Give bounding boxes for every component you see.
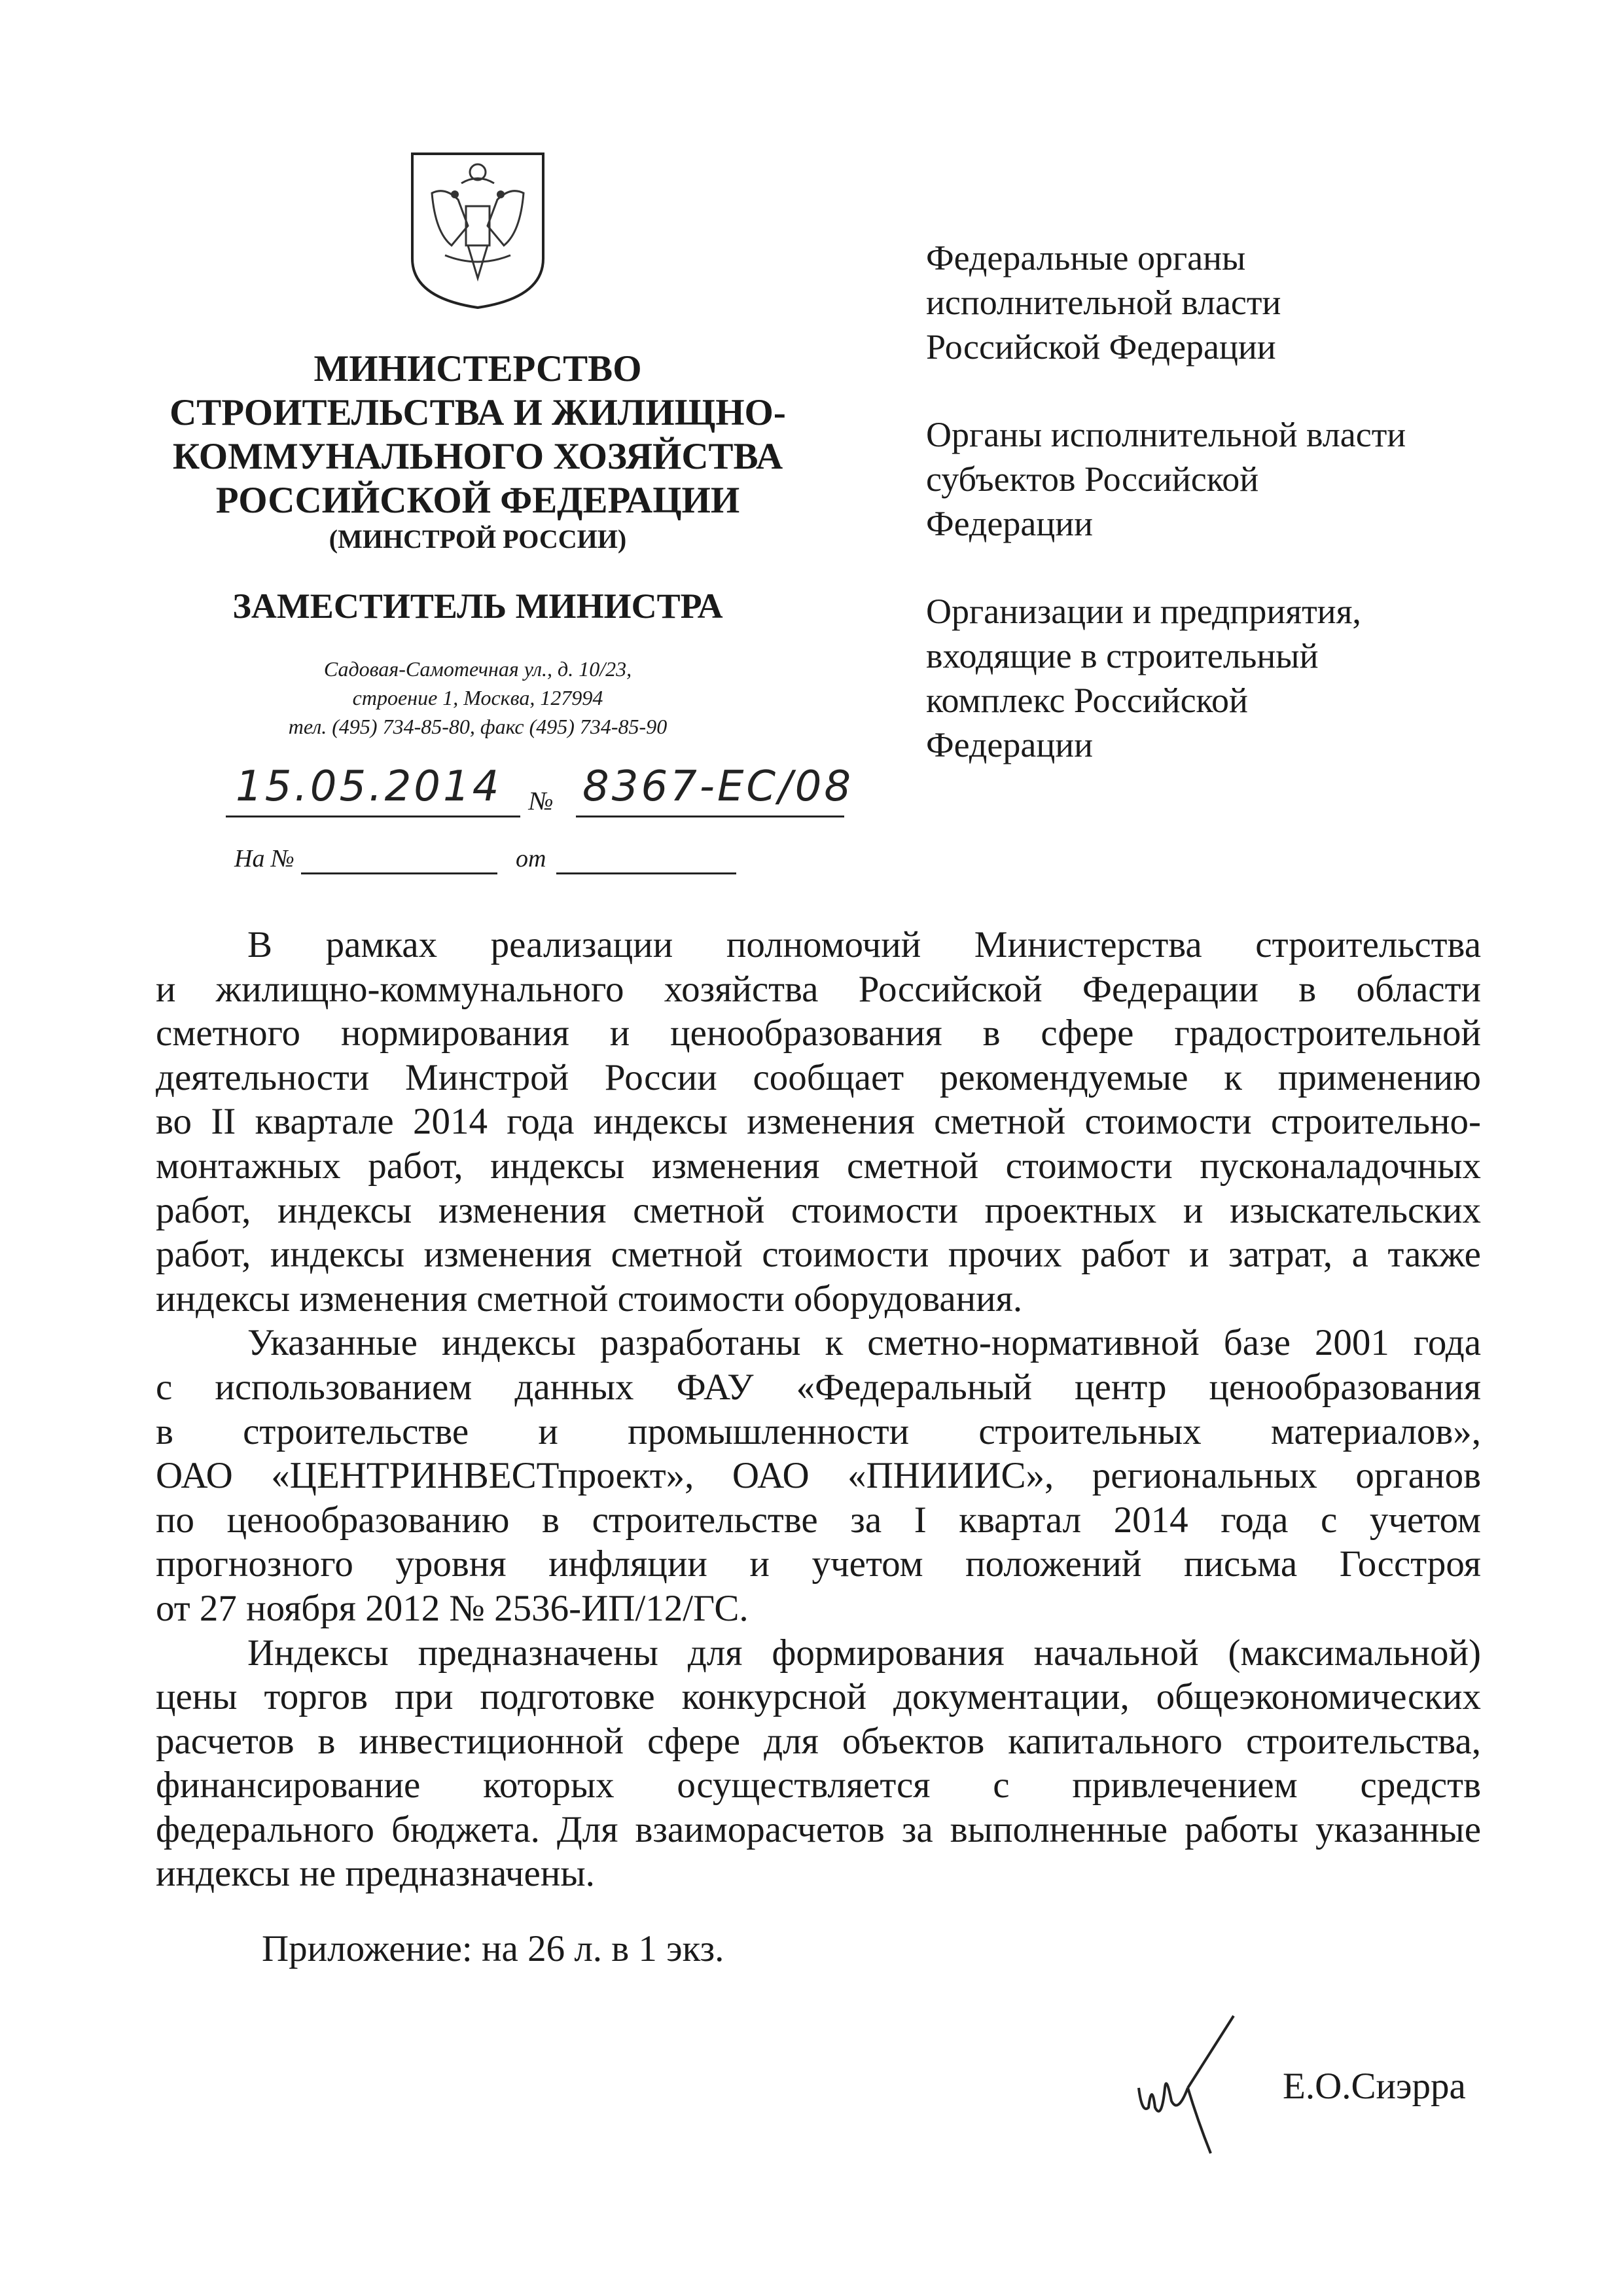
address-line: тел. (495) 734-85-80, факс (495) 734-85-90 xyxy=(288,715,668,738)
body-line: и жилищно-коммунального хозяйства Российской Федерации в области xyxy=(156,968,1481,1010)
addressee-line: Федерации xyxy=(926,504,1094,543)
org-name-line: КОММУНАЛЬНОГО ХОЗЯЙСТВА xyxy=(172,436,783,477)
body-line: от 27 ноября 2012 № 2536-ИП/12/ГС. xyxy=(156,1587,749,1629)
org-name xyxy=(157,347,798,522)
addressee xyxy=(926,412,1515,546)
signatory-role: ЗАМЕСТИТЕЛЬ МИНИСТРА xyxy=(232,586,723,626)
addressee-line: Федерации xyxy=(926,725,1094,764)
body-line: Указанные индексы разработаны к сметно-нормативной базе 2001 года xyxy=(247,1322,1481,1364)
body-line: ОАО «ЦЕНТРИНВЕСТпроект», ОАО «ПНИИИС», региональных органов xyxy=(156,1455,1481,1497)
reference-from-underline xyxy=(556,872,736,874)
body-line: расчетов в инвестиционной сфере для объектов капитального строительства, xyxy=(156,1720,1481,1762)
org-short-name: (МИНСТРОЙ РОССИИ) xyxy=(329,524,627,554)
body-line: прогнозного уровня инфляции и учетом положений письма Госстроя xyxy=(156,1543,1481,1585)
document-number: 8367-ЕС/08 xyxy=(582,762,854,811)
body-line: Индексы предназначены для формирования начальной (максимальной) xyxy=(247,1632,1481,1674)
body-line: в строительстве и промышленности строительных материалов», xyxy=(156,1410,1481,1452)
addressee-line: комплекс Российской xyxy=(926,681,1248,720)
body-line: монтажных работ, индексы изменения сметной стоимости пусконаладочных xyxy=(156,1145,1481,1187)
addressee-line: субъектов Российской xyxy=(926,459,1259,499)
number-sign: № xyxy=(529,786,554,816)
addressee-line: исполнительной власти xyxy=(926,283,1281,322)
addressee-line: Организации и предприятия, xyxy=(926,592,1361,631)
coat-of-arms-emblem xyxy=(406,147,550,311)
org-name-line: СТРОИТЕЛЬСТВА И ЖИЛИЩНО- xyxy=(169,392,786,433)
reference-from-label: от xyxy=(516,845,546,872)
body-line: сметного нормирования и ценообразования в сфере градостроительной xyxy=(156,1013,1481,1054)
reference-label: На № xyxy=(234,845,294,872)
body-paragraph xyxy=(156,1321,1481,1630)
body-line: федерального бюджета. Для взаиморасчетов за выполненные работы указанные xyxy=(156,1808,1481,1850)
addressee-block xyxy=(926,236,1515,810)
number-underline xyxy=(576,816,844,817)
letter-body xyxy=(156,923,1481,1896)
org-address xyxy=(157,655,798,741)
addressee xyxy=(926,236,1515,369)
body-line: по ценообразованию в строительстве за I квартал 2014 года с учетом xyxy=(156,1499,1481,1541)
body-line: В рамках реализации полномочий Министерства строительства xyxy=(247,924,1481,965)
body-line: во II квартале 2014 года индексы изменения сметной стоимости строительно- xyxy=(156,1101,1481,1143)
body-line: финансирование которых осуществляется с привлечением средств xyxy=(156,1765,1481,1806)
addressee xyxy=(926,589,1515,767)
attachment-note: Приложение: на 26 л. в 1 экз. xyxy=(262,1928,724,1969)
body-line: работ, индексы изменения сметной стоимости прочих работ и затрат, а также xyxy=(156,1234,1481,1276)
body-line: индексы не предназначены. xyxy=(156,1853,595,1895)
handwritten-signature xyxy=(1126,2009,1243,2160)
org-name-line: РОССИЙСКОЙ ФЕДЕРАЦИИ xyxy=(215,480,740,521)
body-line: цены торгов при подготовке конкурсной документации, общеэкономических xyxy=(156,1676,1481,1718)
body-paragraph xyxy=(156,1631,1481,1897)
body-line: с использованием данных ФАУ «Федеральный центр ценообразования xyxy=(156,1366,1481,1408)
date-underline xyxy=(226,816,520,817)
body-line: деятельности Минстрой России сообщает рекомендуемые к применению xyxy=(156,1056,1481,1098)
address-line: строение 1, Москва, 127994 xyxy=(352,686,603,709)
addressee-line: входящие в строительный xyxy=(926,636,1319,675)
signatory-name: Е.О.Сиэрра xyxy=(1283,2066,1466,2107)
org-name-line: МИНИСТЕРСТВО xyxy=(313,348,642,389)
body-line: работ, индексы изменения сметной стоимости проектных и изыскательских xyxy=(156,1189,1481,1231)
body-line: индексы изменения сметной стоимости оборудования. xyxy=(156,1278,1023,1319)
document-date: 15.05.2014 xyxy=(236,762,502,811)
addressee-line: Российской Федерации xyxy=(926,327,1276,367)
body-paragraph xyxy=(156,923,1481,1321)
reference-underline xyxy=(301,872,497,874)
address-line: Садовая-Самотечная ул., д. 10/23, xyxy=(323,657,632,681)
addressee-line: Органы исполнительной власти xyxy=(926,415,1406,454)
addressee-line: Федеральные органы xyxy=(926,238,1246,278)
